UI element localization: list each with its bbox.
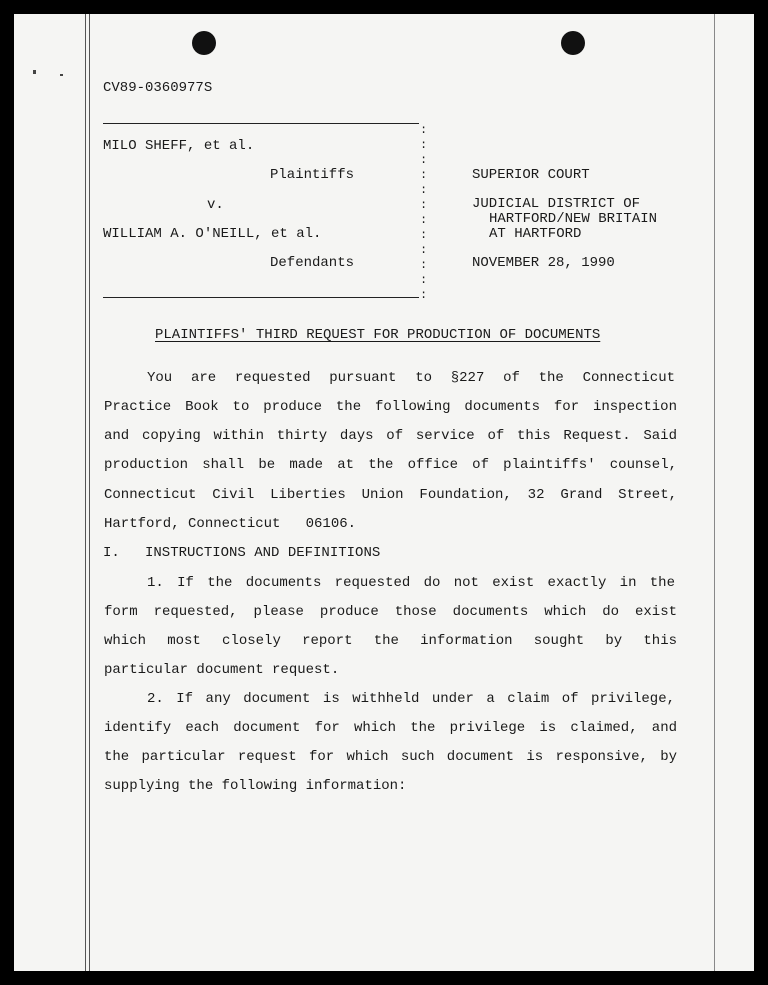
district-line-3: AT HARTFORD	[489, 226, 582, 242]
intro-line: production shall be made at the office of plaintiffs' counsel,	[104, 457, 677, 473]
caption-separator: :	[420, 183, 428, 197]
caption-separator: :	[420, 243, 428, 257]
caption-separator: :	[420, 258, 428, 272]
intro-line: Practice Book to produce the following documents for inspection	[104, 399, 677, 415]
caption-separator: :	[420, 213, 428, 227]
item-1-line: 1. If the documents requested do not exist exactly in the	[147, 575, 675, 591]
intro-line: Connecticut Civil Liberties Union Foundation, 32 Grand Street,	[104, 487, 677, 503]
item-2-line: the particular request for which such document is responsive, by	[104, 749, 677, 765]
punch-hole-left	[192, 31, 216, 55]
margin-rule	[89, 14, 90, 971]
caption-bottom-rule	[103, 297, 419, 298]
speck	[33, 70, 36, 74]
speck	[60, 74, 63, 76]
item-2-line: supplying the following information:	[104, 778, 407, 794]
versus: v.	[207, 197, 224, 213]
item-1-line: form requested, please produce those documents which do exist	[104, 604, 677, 620]
caption-separator: :	[420, 273, 428, 287]
caption-separator: :	[420, 138, 428, 152]
caption-separator: :	[420, 288, 428, 302]
docket-number: CV89-0360977S	[103, 80, 213, 96]
intro-line: You are requested pursuant to §227 of the Connecticut	[147, 370, 675, 386]
district-line-2: HARTFORD/NEW BRITAIN	[489, 211, 658, 227]
section-heading: I. INSTRUCTIONS AND DEFINITIONS	[103, 545, 381, 561]
item-2-line: identify each document for which the privilege is claimed, and	[104, 720, 677, 736]
defendant-role: Defendants	[270, 255, 355, 271]
caption-separator: :	[420, 198, 428, 212]
item-1-line: which most closely report the information sought by this	[104, 633, 677, 649]
caption-top-rule	[103, 123, 419, 124]
caption-separator: :	[420, 228, 428, 242]
filing-date: NOVEMBER 28, 1990	[472, 255, 615, 271]
margin-rule-right	[714, 14, 715, 971]
district-line-1: JUDICIAL DISTRICT OF	[472, 196, 641, 212]
margin-rule	[85, 14, 86, 971]
intro-line: Hartford, Connecticut 06106.	[104, 516, 357, 532]
plaintiff-name: MILO SHEFF, et al.	[103, 138, 255, 154]
plaintiff-role: Plaintiffs	[270, 167, 355, 183]
caption-separator: :	[420, 153, 428, 167]
intro-line: and copying within thirty days of service of this Request. Said	[104, 428, 677, 444]
defendant-name: WILLIAM A. O'NEILL, et al.	[103, 226, 322, 242]
caption-separator: :	[420, 168, 428, 182]
caption-separator: :	[420, 123, 428, 137]
item-1-line: particular document request.	[104, 662, 340, 678]
punch-hole-right	[561, 31, 585, 55]
court-name: SUPERIOR COURT	[472, 167, 590, 183]
item-2-line: 2. If any document is withheld under a claim of privilege,	[147, 691, 675, 707]
document-title: PLAINTIFFS' THIRD REQUEST FOR PRODUCTION OF DOCUMENTS	[155, 327, 601, 343]
